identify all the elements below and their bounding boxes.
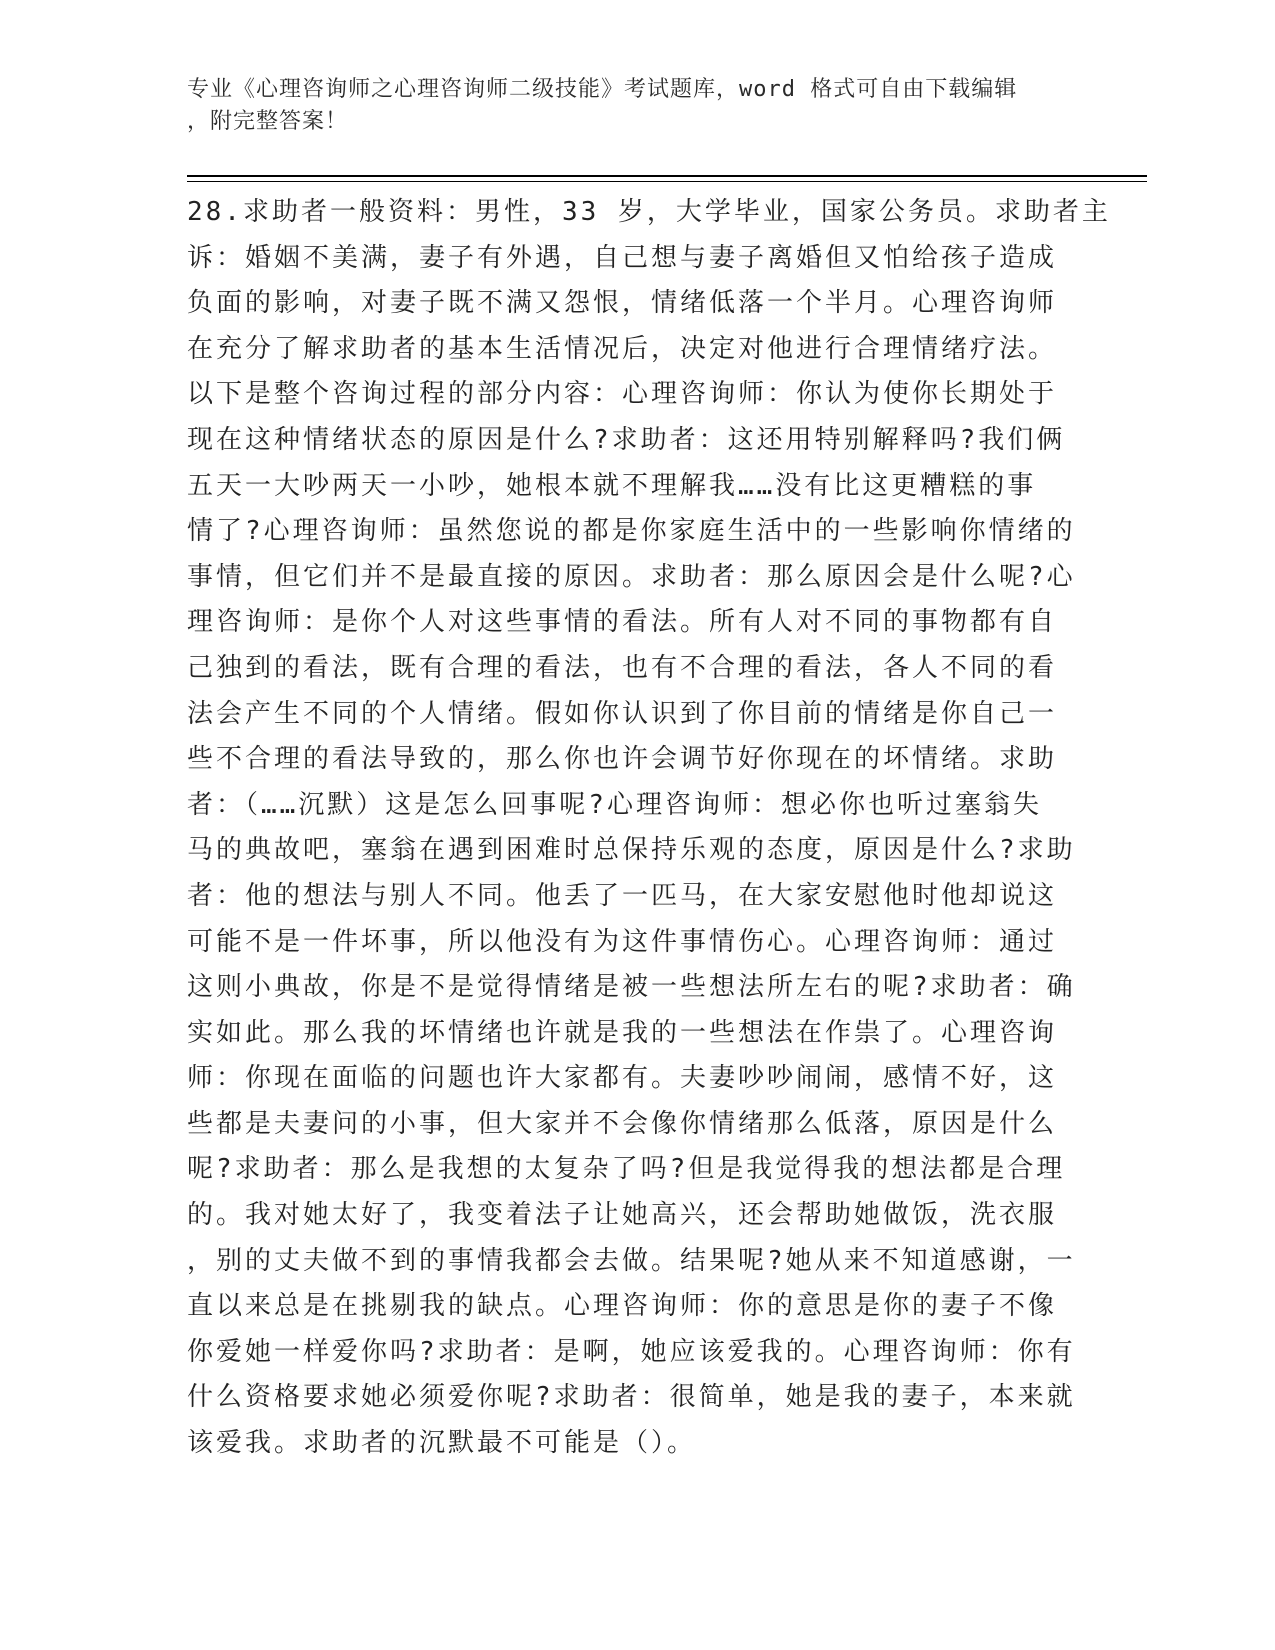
question-line: 者：他的想法与别人不同。他丢了一匹马，在大家安慰他时他却说这 — [187, 880, 1058, 911]
question-line: 直以来总是在挑剔我的缺点。心理咨询师：你的意思是你的妻子不像 — [187, 1291, 1058, 1322]
question-line: 该爱我。求助者的沉默最不可能是（）。 — [187, 1428, 697, 1459]
question-line: 者：（……沉默）这是怎么回事呢?心理咨询师：想必你也听过塞翁失 — [187, 789, 1042, 820]
question-line: 诉：婚姻不美满，妻子有外遇，自己想与妻子离婚但又怕给孩子造成 — [187, 242, 1058, 273]
header-line: ，附完整答案！ — [187, 109, 349, 134]
header-divider-thin — [187, 181, 1147, 182]
question-line: 实如此。那么我的坏情绪也许就是我的一些想法在作祟了。心理咨询 — [187, 1017, 1058, 1048]
question-line: 呢?求助者：那么是我想的太复杂了吗?但是我觉得我的想法都是合理 — [187, 1154, 1066, 1185]
question-line: 负面的影响，对妻子既不满又怨恨，情绪低落一个半月。心理咨询师 — [187, 288, 1058, 319]
question-text — [187, 190, 1111, 1467]
question-line: 事情，但它们并不是最直接的原因。求助者：那么原因会是什么呢?心 — [187, 561, 1076, 592]
question-line: ，别的丈夫做不到的事情我都会去做。结果呢?她从来不知道感谢，一 — [187, 1245, 1076, 1276]
question-line: 师：你现在面临的问题也许大家都有。夫妻吵吵闹闹，感情不好，这 — [187, 1063, 1058, 1094]
question-line: 些都是夫妻问的小事，但大家并不会像你情绪那么低落，原因是什么 — [187, 1108, 1058, 1139]
question-line: 些不合理的看法导致的，那么你也许会调节好你现在的坏情绪。求助 — [187, 744, 1058, 775]
document-header — [187, 74, 1067, 138]
question-line: 这则小典故，你是不是觉得情绪是被一些想法所左右的呢?求助者：确 — [187, 972, 1076, 1003]
question-line: 理咨询师：是你个人对这些事情的看法。所有人对不同的事物都有自 — [187, 607, 1058, 638]
question-line: 以下是整个咨询过程的部分内容：心理咨询师：你认为使你长期处于 — [187, 379, 1058, 410]
question-line: 在充分了解求助者的基本生活情况后，决定对他进行合理情绪疗法。 — [187, 333, 1058, 364]
question-line: 可能不是一件坏事，所以他没有为这件事情伤心。心理咨询师：通过 — [187, 926, 1058, 957]
question-line: 马的典故吧，塞翁在遇到困难时总保持乐观的态度，原因是什么?求助 — [187, 835, 1076, 866]
header-line: 专业《心理咨询师之心理咨询师二级技能》考试题库，word 格式可自由下载编辑 — [187, 77, 1018, 102]
question-line: 己独到的看法，既有合理的看法，也有不合理的看法，各人不同的看 — [187, 652, 1058, 683]
question-line: 情了?心理咨询师：虽然您说的都是你家庭生活中的一些影响你情绪的 — [187, 516, 1076, 547]
question-line: 的。我对她太好了，我变着法子让她高兴，还会帮助她做饭，洗衣服 — [187, 1200, 1058, 1231]
question-line: 你爱她一样爱你吗?求助者：是啊，她应该爱我的。心理咨询师：你有 — [187, 1336, 1076, 1367]
question-line: 什么资格要求她必须爱你呢?求助者：很简单，她是我的妻子，本来就 — [187, 1382, 1076, 1413]
question-line: 法会产生不同的个人情绪。假如你认识到了你目前的情绪是你自己一 — [187, 698, 1058, 729]
question-line: 五天一大吵两天一小吵，她根本就不理解我……没有比这更糟糕的事 — [187, 470, 1037, 501]
question-line: 28.求助者一般资料：男性，33 岁，大学毕业，国家公务员。求助者主 — [187, 197, 1111, 227]
header-divider-thick — [187, 175, 1147, 177]
question-line: 现在这种情绪状态的原因是什么?求助者：这还用特别解释吗?我们俩 — [187, 424, 1066, 455]
